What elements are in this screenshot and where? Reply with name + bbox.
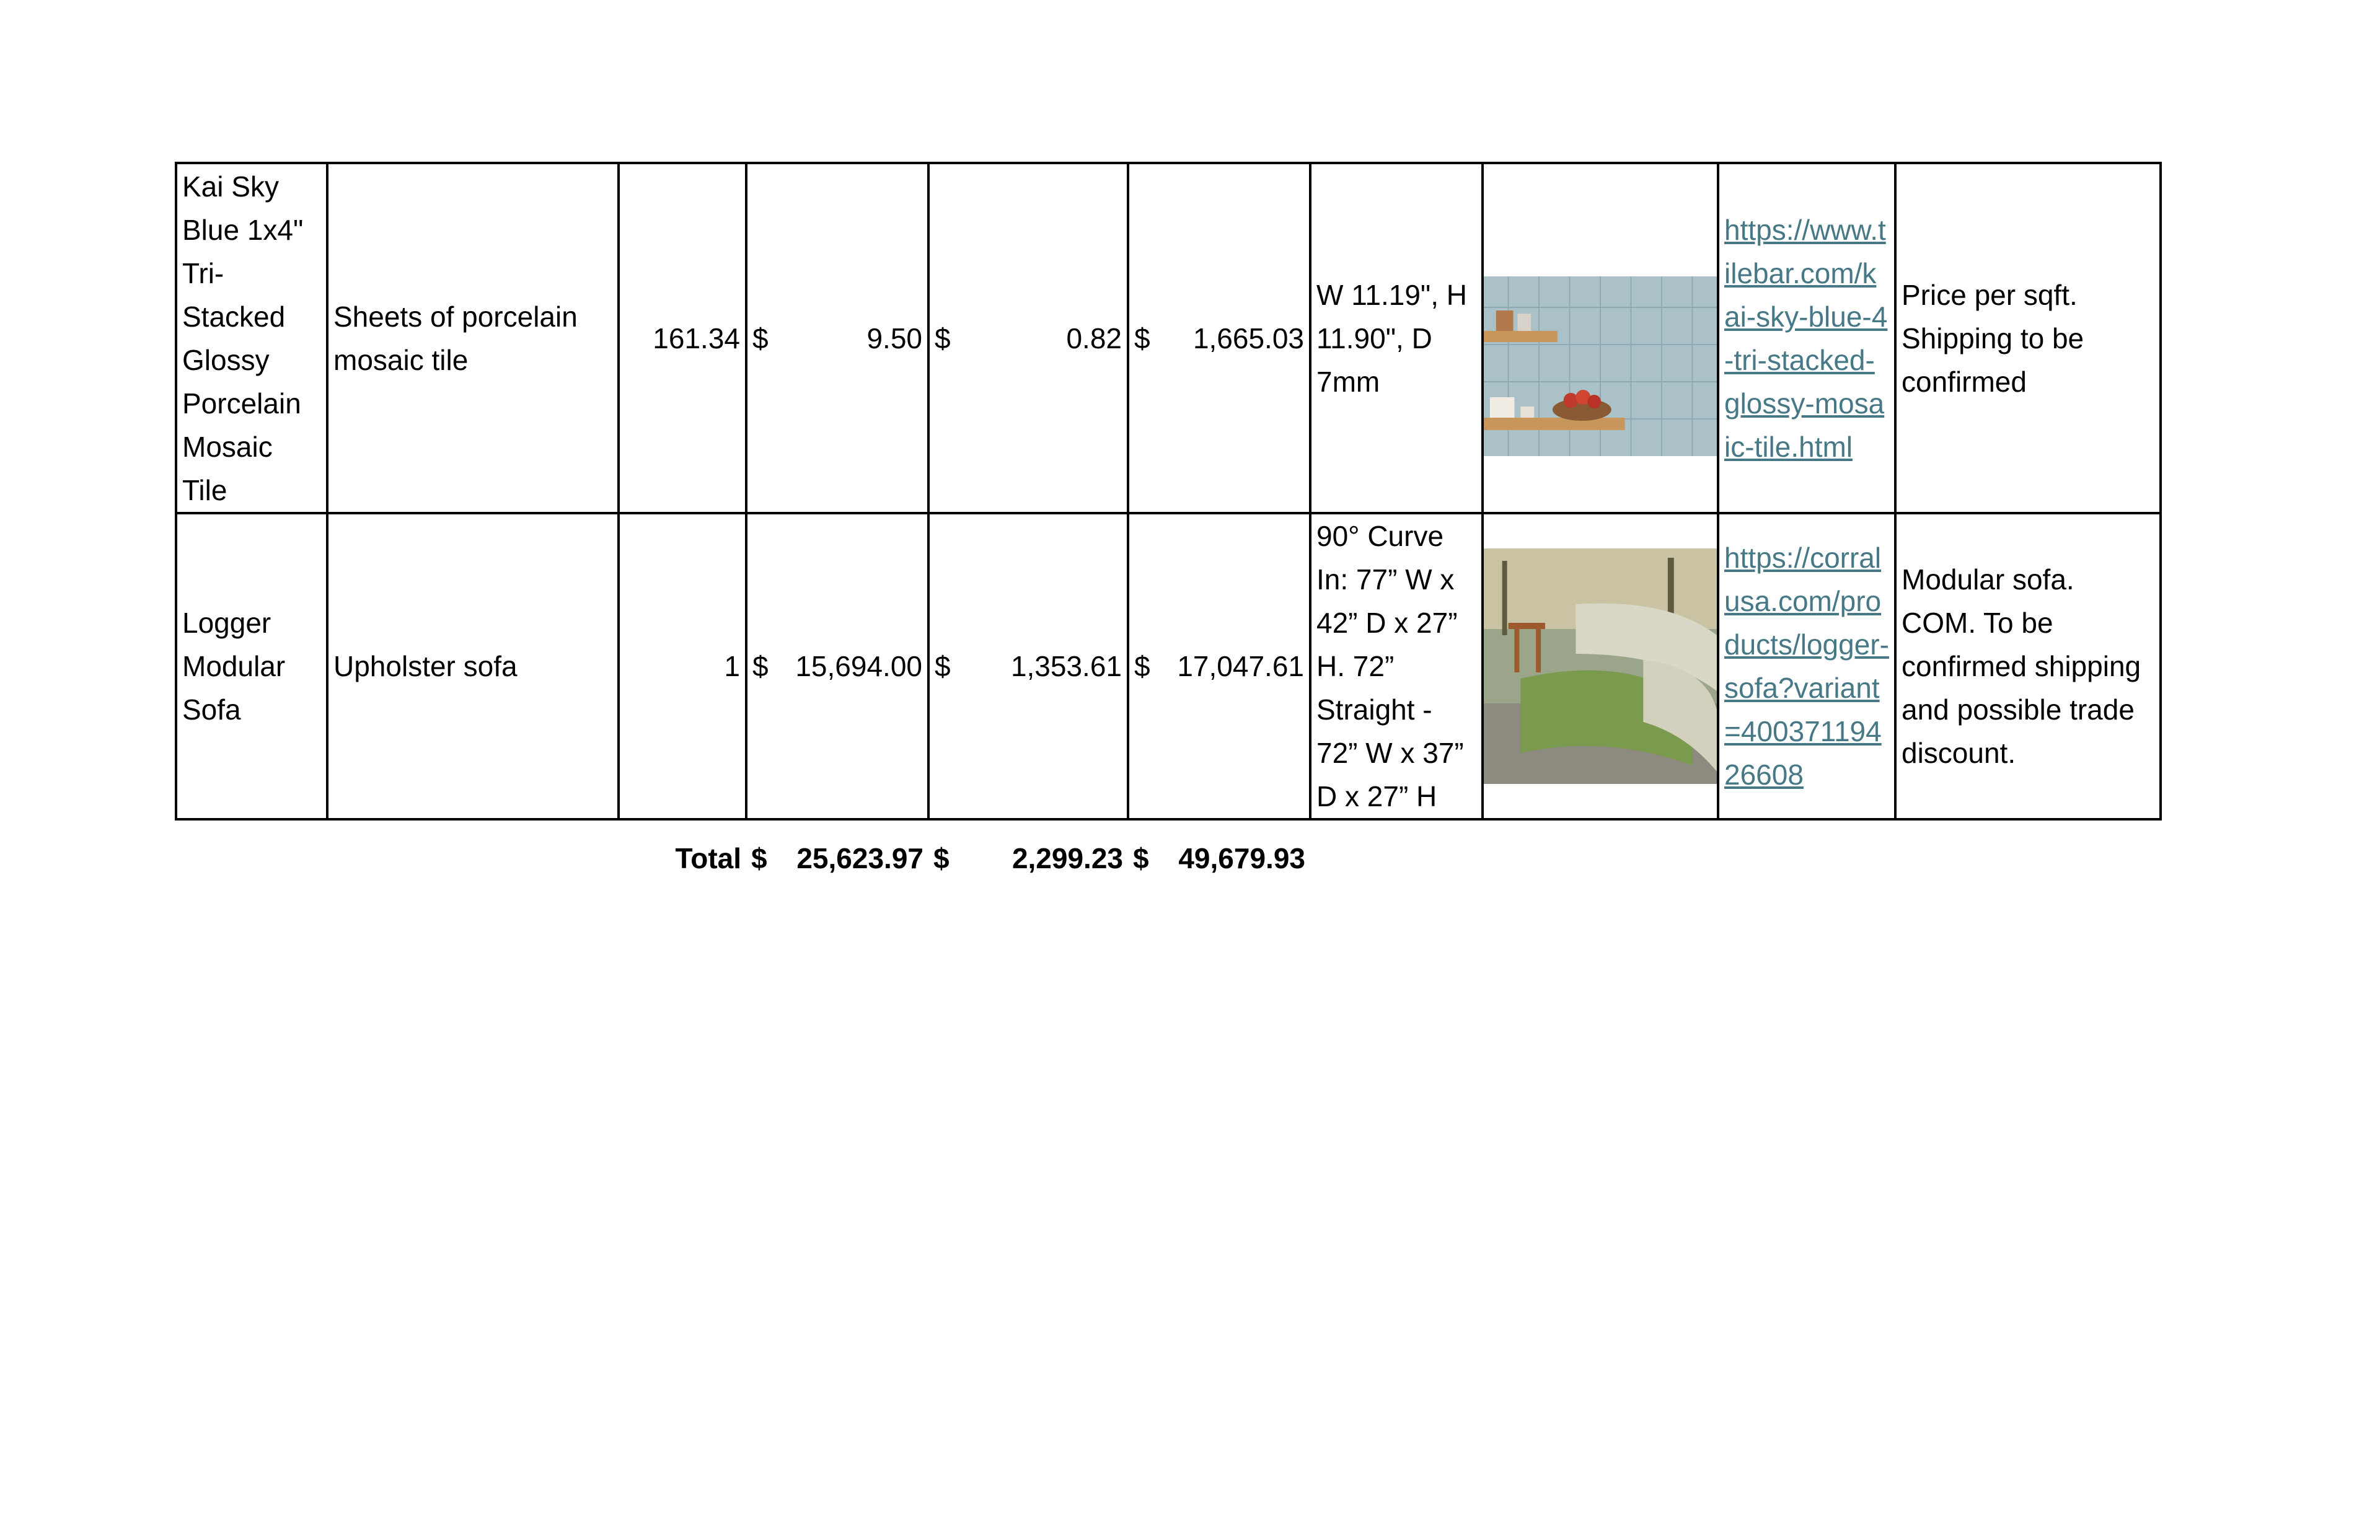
tile-product-image[interactable]	[1484, 221, 1717, 456]
quantity-cell[interactable]: 161.34	[619, 163, 746, 513]
tax-cell[interactable]	[928, 163, 1128, 513]
description-cell[interactable]: Upholster sofa	[327, 513, 619, 819]
product-link[interactable]: https://www.tilebar.com/kai-sky-blue-4-tri-stacked-glossy-mosaic-tile.html	[1724, 213, 1888, 463]
dimensions-cell[interactable]: W 11.19", H 11.90", D 7mm	[1310, 163, 1483, 513]
unit-price-value: 9.50	[866, 322, 922, 354]
line-total-value: 1,665.03	[1192, 322, 1304, 354]
currency-symbol: $	[1134, 322, 1150, 354]
notes-cell[interactable]: Price per sqft. Shipping to be confirmed	[1895, 163, 2161, 513]
product-link-cell[interactable]	[1718, 163, 1895, 513]
tax-value: 1,353.61	[1010, 650, 1122, 682]
tax-value: 0.82	[1066, 322, 1122, 354]
product-link[interactable]: https://corralusa.com/products/logger-sofa?variant=40037119426608	[1724, 542, 1889, 791]
empty-cell[interactable]	[1718, 819, 1895, 880]
currency-symbol: $	[1133, 842, 1149, 874]
product-link-cell[interactable]	[1718, 513, 1895, 819]
grand-total-value: 49,679.93	[1178, 842, 1305, 874]
tax-cell[interactable]	[928, 513, 1128, 819]
unit-price-cell[interactable]	[746, 163, 928, 513]
currency-symbol: $	[933, 842, 950, 874]
currency-symbol: $	[935, 322, 951, 354]
empty-cell[interactable]	[1310, 819, 1483, 880]
item-name-cell[interactable]: Kai Sky Blue 1x4" Tri-Stacked Glossy Porcelain Mosaic Tile	[176, 163, 327, 513]
line-total-cell[interactable]	[1128, 513, 1310, 819]
table-row	[176, 163, 2161, 513]
currency-symbol: $	[751, 842, 767, 874]
currency-symbol: $	[752, 650, 769, 682]
sofa-product-image[interactable]	[1484, 548, 1717, 784]
currency-symbol: $	[1134, 650, 1150, 682]
quantity-cell[interactable]: 1	[619, 513, 746, 819]
line-total-value: 17,047.61	[1177, 650, 1304, 682]
grand-total-cell[interactable]	[1128, 819, 1310, 880]
empty-cell[interactable]	[176, 819, 327, 880]
unit-price-value: 15,694.00	[795, 650, 922, 682]
total-label[interactable]: Total	[619, 819, 746, 880]
empty-cell[interactable]	[327, 819, 619, 880]
product-table	[175, 162, 2162, 880]
total-tax-cell[interactable]	[928, 819, 1128, 880]
notes-cell[interactable]: Modular sofa. COM. To be confirmed shipping and possible trade discount.	[1895, 513, 2161, 819]
empty-cell[interactable]	[1895, 819, 2161, 880]
empty-cell[interactable]	[1483, 819, 1718, 880]
total-tax-value: 2,299.23	[1011, 842, 1123, 874]
unit-price-cell[interactable]	[746, 513, 928, 819]
currency-symbol: $	[752, 322, 769, 354]
total-unit-price-cell[interactable]	[746, 819, 928, 880]
totals-row	[176, 819, 2161, 880]
image-cell[interactable]	[1483, 163, 1718, 513]
line-total-cell[interactable]	[1128, 163, 1310, 513]
currency-symbol: $	[935, 650, 951, 682]
total-unit-price-value: 25,623.97	[796, 842, 923, 874]
item-name-cell[interactable]: Logger Modular Sofa	[176, 513, 327, 819]
table-row	[176, 513, 2161, 819]
image-cell[interactable]	[1483, 513, 1718, 819]
description-cell[interactable]: Sheets of porcelain mosaic tile	[327, 163, 619, 513]
dimensions-cell[interactable]: 90° Curve In: 77” W x 42” D x 27” H. 72” Straight - 72” W x 37” D x 27” H	[1310, 513, 1483, 819]
